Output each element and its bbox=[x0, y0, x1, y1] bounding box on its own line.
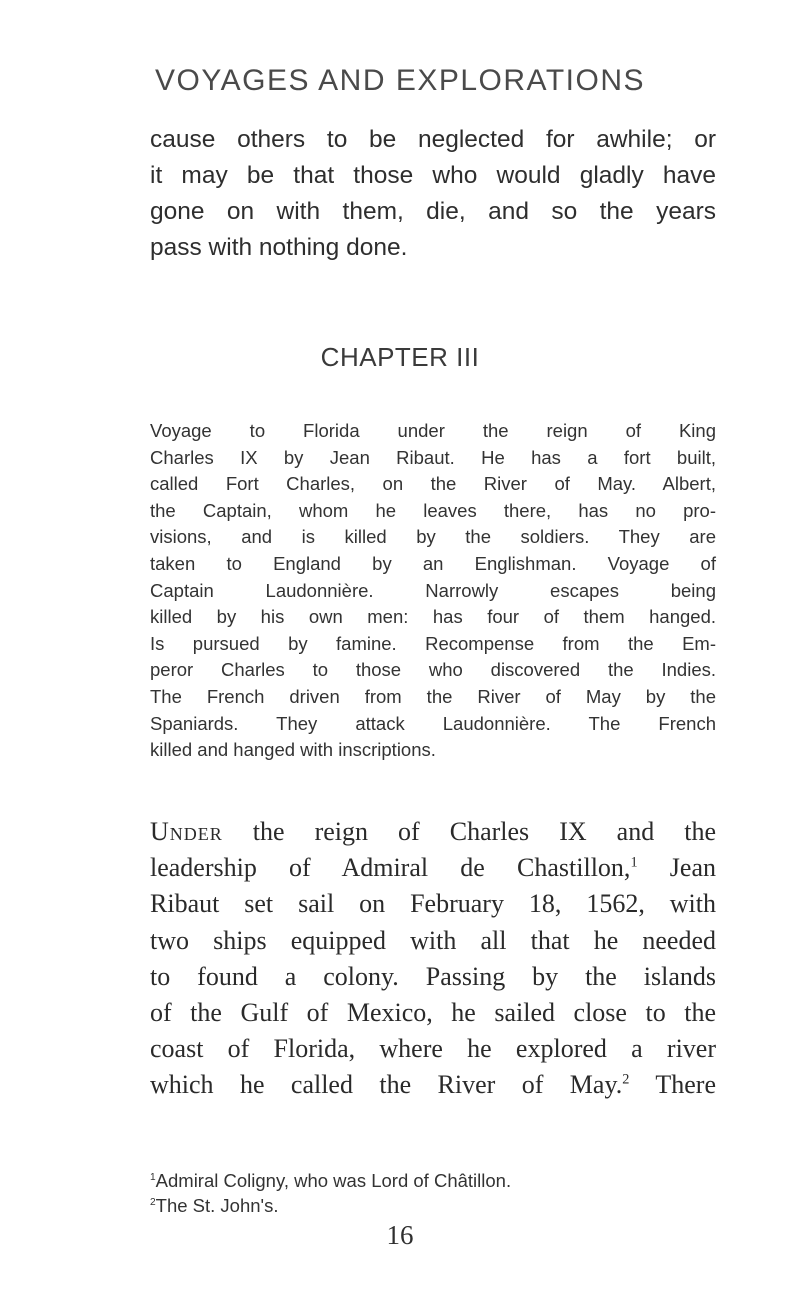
summary-line: The French driven from the River of May by the bbox=[150, 685, 716, 707]
footnote-marker: 2 bbox=[622, 1071, 630, 1088]
text-line: gone on with them, die, and so the years bbox=[150, 198, 716, 225]
body-line: Ribaut set sail on February 18, 1562, with bbox=[150, 889, 716, 919]
body-line bbox=[150, 814, 716, 850]
text-line: it may be that those who would gladly have bbox=[150, 162, 716, 189]
summary-line: Captain Laudonnière. Narrowly escapes being bbox=[150, 579, 716, 601]
summary-line: Charles IX by Jean Ribaut. He has a fort built, bbox=[150, 446, 716, 468]
body-line-text: leadership of Admiral de Chastillon, bbox=[150, 853, 631, 883]
body-paragraph bbox=[150, 814, 716, 1104]
summary-line: visions, and is killed by the soldiers. They are bbox=[150, 526, 716, 548]
summary-line: Is pursued by famine. Recompense from the Em- bbox=[150, 632, 716, 654]
body-line: to found a colony. Passing by the islands bbox=[150, 961, 716, 991]
body-line bbox=[150, 850, 716, 886]
footnote-marker: 1 bbox=[630, 854, 638, 871]
body-line: of the Gulf of Mexico, he sailed close to the bbox=[150, 998, 716, 1028]
body-line-text: which he called the River of May. bbox=[150, 1070, 623, 1100]
chapter-summary bbox=[150, 418, 716, 764]
summary-line: peror Charles to those who discovered the Indies. bbox=[150, 659, 716, 681]
summary-line: killed by his own men: has four of them hanged. bbox=[150, 606, 716, 628]
summary-line: Voyage to Florida under the reign of King bbox=[150, 420, 716, 441]
footnote bbox=[150, 1168, 716, 1193]
footnote-text: The St. John's. bbox=[155, 1195, 279, 1216]
summary-line: taken to England by an Englishman. Voyage of bbox=[150, 552, 716, 574]
opening-paragraph bbox=[150, 122, 716, 266]
body-line-text: the reign of Charles IX and the bbox=[222, 817, 716, 846]
summary-line: Spaniards. They attack Laudonnière. The French bbox=[150, 712, 716, 734]
chapter-heading: CHAPTER III bbox=[320, 342, 480, 372]
body-line: two ships equipped with all that he needed bbox=[150, 925, 716, 955]
running-head: VOYAGES AND EXPLORATIONS bbox=[154, 64, 645, 97]
body-line-text: Jean bbox=[637, 853, 716, 883]
footnote-mark: 2 bbox=[150, 1196, 156, 1208]
text-line: cause others to be neglected for awhile; or bbox=[150, 126, 716, 153]
footnote-mark: 1 bbox=[150, 1171, 156, 1183]
drop-word: Under bbox=[150, 817, 223, 846]
footnote bbox=[150, 1193, 716, 1218]
footnote-text: Admiral Coligny, who was Lord of Châtillon. bbox=[155, 1170, 512, 1191]
page-number: 16 bbox=[386, 1220, 414, 1250]
body-line-text: There bbox=[629, 1070, 716, 1100]
text-line: pass with nothing done. bbox=[150, 234, 408, 261]
summary-line: the Captain, whom he leaves there, has no pro- bbox=[150, 499, 716, 521]
body-line bbox=[150, 1067, 716, 1103]
summary-line: called Fort Charles, on the River of May. Albert, bbox=[150, 473, 716, 495]
summary-line: killed and hanged with inscriptions. bbox=[150, 739, 436, 761]
footnotes bbox=[150, 1168, 716, 1218]
body-line: coast of Florida, where he explored a river bbox=[150, 1034, 716, 1064]
